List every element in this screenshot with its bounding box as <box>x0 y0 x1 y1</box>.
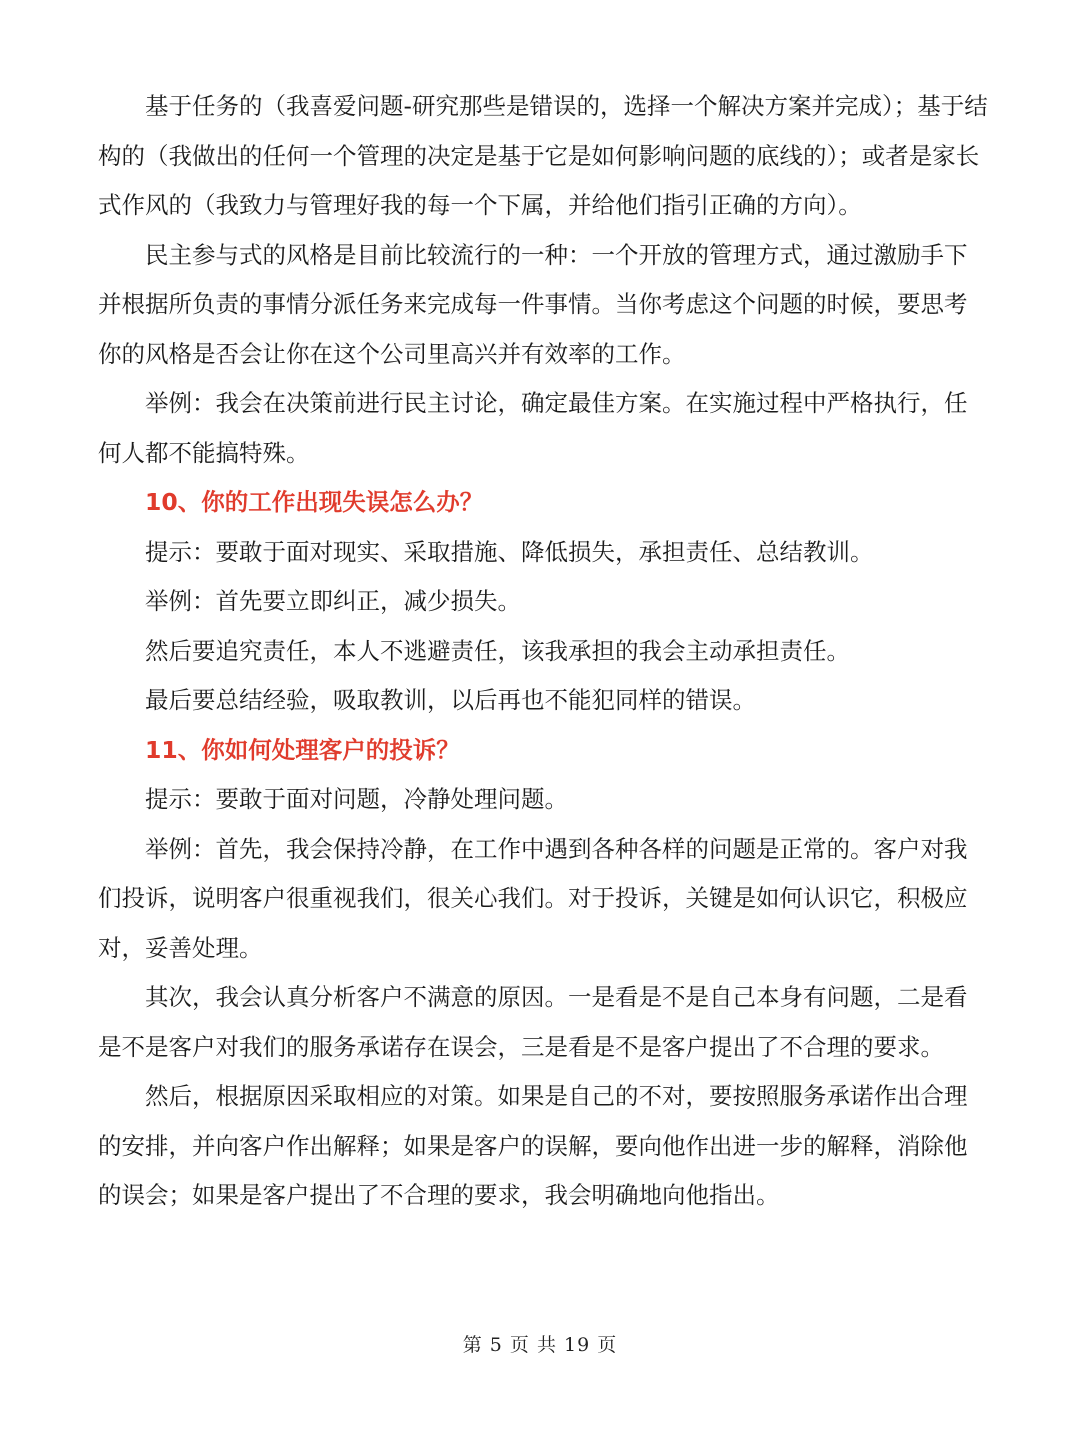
question-11-example-3: 然后，根据原因采取相应的对策。如果是自己的不对，要按照服务承诺作出合理的安排，并向客户作出解释；如果是客户的误解，要向他作出进一步的解释，消除他的误会；如果是客户提出了不合理的要求，我会明确地向他指出。 <box>98 1082 968 1209</box>
page-footer: 第 5 页 共 19 页 <box>462 1334 618 1356</box>
question-10-example-3: 最后要总结经验，吸取教训，以后再也不能犯同样的错误。 <box>145 686 756 714</box>
question-11-heading: 11、你如何处理客户的投诉？ <box>145 735 460 764</box>
document-body <box>98 82 988 1221</box>
question-11-hint: 提示：要敢于面对问题，冷静处理问题。 <box>145 785 568 813</box>
paragraph-example-decision: 举例：我会在决策前进行民主讨论，确定最佳方案。在实施过程中严格执行，任何人都不能搞特殊。 <box>98 389 968 467</box>
question-10-example-1: 举例：首先要立即纠正，减少损失。 <box>145 587 521 615</box>
question-11-example-1: 举例：首先，我会保持冷静，在工作中遇到各种各样的问题是正常的。客户对我们投诉，说明客户很重视我们，很关心我们。对于投诉，关键是如何认识它，积极应对，妥善处理。 <box>98 834 968 962</box>
question-10-example-2: 然后要追究责任，本人不逃避责任，该我承担的我会主动承担责任。 <box>145 636 850 665</box>
question-10-heading: 10、你的工作出现失误怎么办？ <box>145 488 484 516</box>
question-11-example-2: 其次，我会认真分析客户不满意的原因。一是看是不是自己本身有问题，二是看是不是客户对我们的服务承诺存在误会，三是看是不是客户提出了不合理的要求。 <box>98 983 968 1061</box>
paragraph-democratic-style: 民主参与式的风格是目前比较流行的一种：一个开放的管理方式，通过激励手下并根据所负责的事情分派任务来完成每一件事情。当你考虑这个问题的时候，要思考你的风格是否会让你在这个公司里高兴并有效率的工作。 <box>98 240 968 368</box>
question-10-hint: 提示：要敢于面对现实、采取措施、降低损失，承担责任、总结教训。 <box>145 537 874 566</box>
paragraph-management-styles: 基于任务的（我喜爱问题-研究那些是错误的，选择一个解决方案并完成）；基于结构的（我做出的任何一个管理的决定是基于它是如何影响问题的底线的）；或者是家长式作风的（我致力与管理好我的每一个下属，并给他们指引正确的方向）。 <box>98 92 988 219</box>
